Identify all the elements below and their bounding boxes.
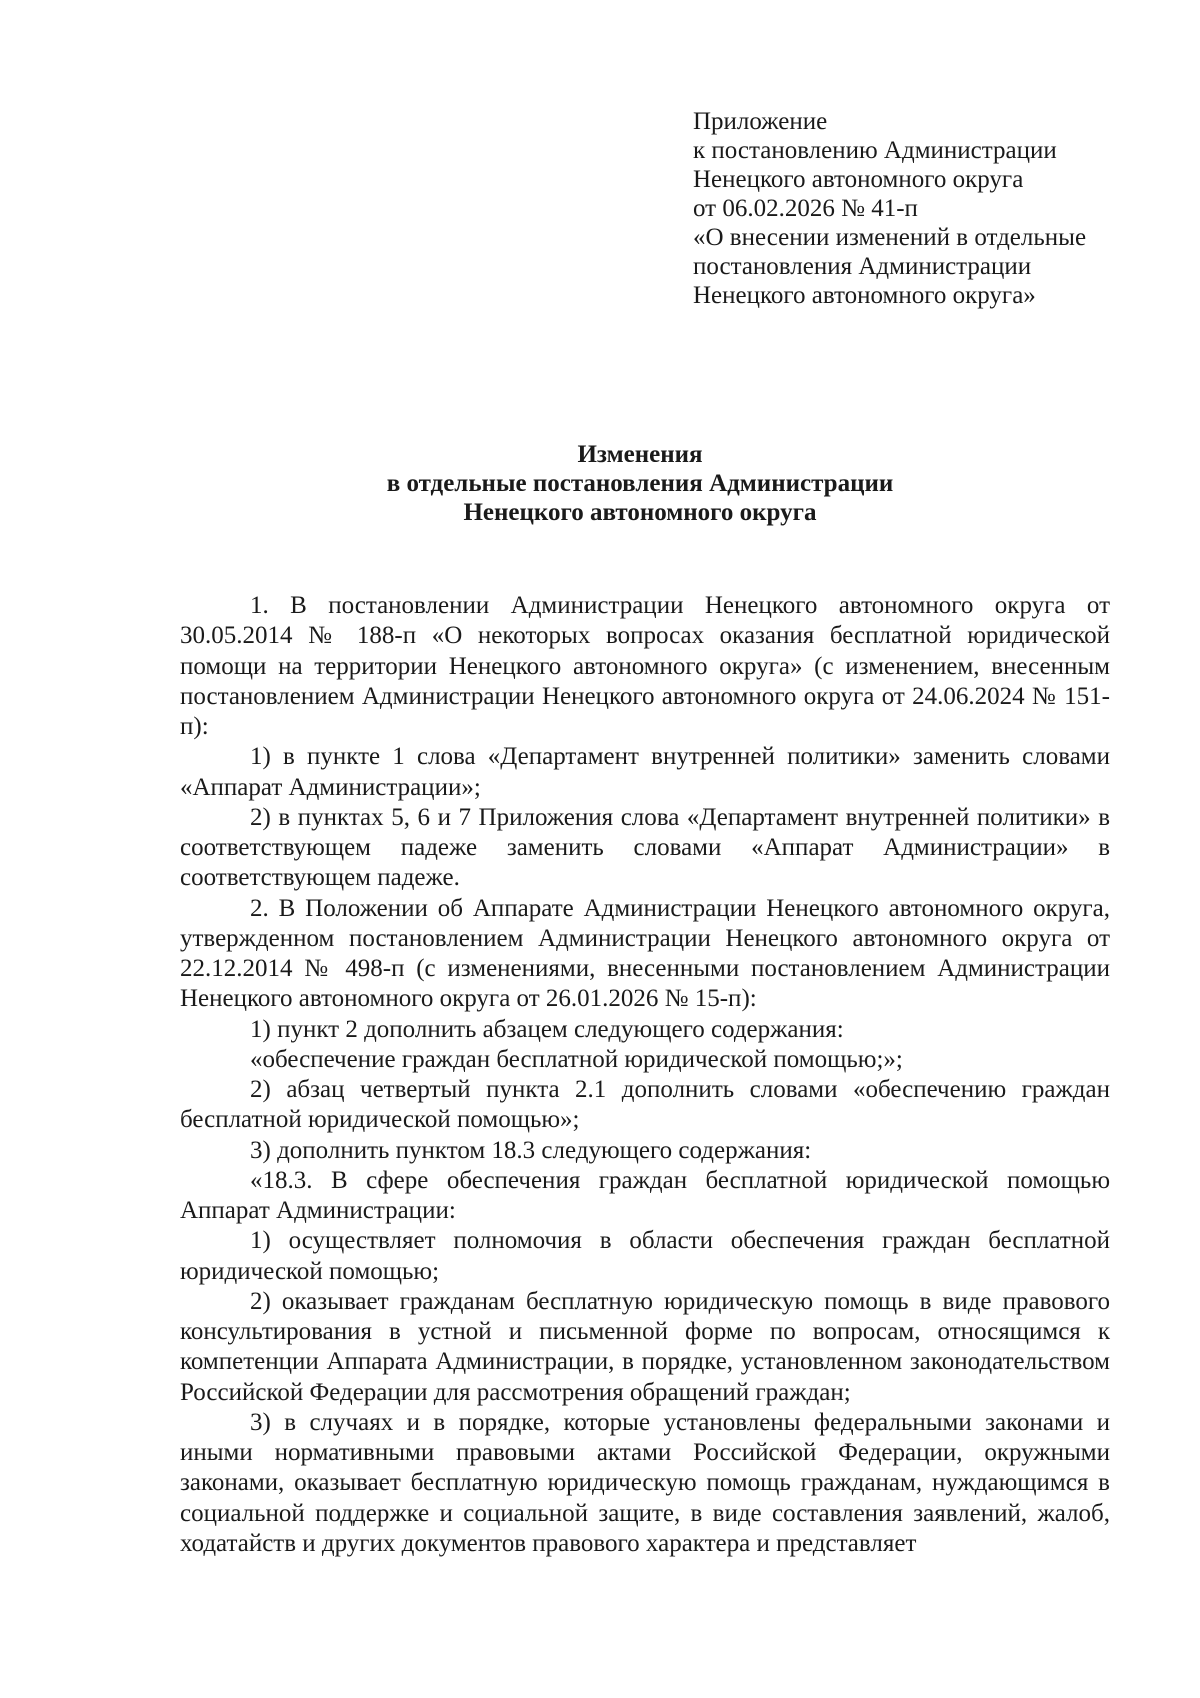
body-paragraph: 1. В постановлении Администрации Ненецкого автономного округа от 30.05.2014 № 188-п «О некоторых вопросах оказания бесплатной юридической помощи на территории Ненецкого автономного округа» (с изменением, внесенным постановлением Администрации Ненецкого автономного округа от 24.06.2024 № 151-п): [180,592,1110,740]
document-title [180,440,1100,527]
appendix-line: «О внесении изменений в отдельные [693,224,1087,251]
body-paragraph: 1) в пункте 1 слова «Департамент внутренней политики» заменить словами «Аппарат Администрации»; [180,743,1110,801]
appendix-header [693,107,1153,310]
appendix-line: к постановлению Администрации [693,137,1057,164]
body-paragraph: 1) осуществляет полномочия в области обеспечения граждан бесплатной юридической помощью; [180,1227,1110,1285]
body-paragraph: 2) оказывает гражданам бесплатную юридическую помощь в виде правового консультирования в устной и письменной форме по вопросам, относящимся к компетенции Аппарата Администрации, в порядке, установленном законодательством Российской Федерации для рассмотрения обращений граждан; [180,1287,1110,1406]
body-paragraph: 2) в пунктах 5, 6 и 7 Приложения слова «Департамент внутренней политики» в соответствующем падеже заменить словами «Аппарат Администрации» в соответствующем падеже. [180,803,1110,892]
body-paragraph: 3) дополнить пунктом 18.3 следующего содержания: [250,1136,812,1164]
body-paragraph: «18.3. В сфере обеспечения граждан бесплатной юридической помощью Аппарат Администрации: [180,1166,1110,1224]
title-line: в отдельные постановления Администрации [386,470,894,497]
title-line: Ненецкого автономного округа [463,499,817,526]
body-paragraph: 2. В Положении об Аппарате Администрации Ненецкого автономного округа, утвержденном постановлением Администрации Ненецкого автономного округа от 22.12.2014 № 498-п (с изменениями, внесенными постановлением Администрации Ненецкого автономного округа от 26.01.2026 № 15-п): [180,894,1110,1013]
body-paragraph: 3) в случаях и в порядке, которые установлены федеральными законами и иными нормативными правовыми актами Российской Федерации, окружными законами, оказывает бесплатную юридическую помощь гражданам, нуждающимся в социальной поддержке и социальной защите, в виде составления заявлений, жалоб, ходатайств и других документов правового характера и представляет [180,1408,1110,1557]
document-body [180,591,1110,1559]
appendix-line: Ненецкого автономного округа» [693,282,1036,309]
appendix-line: Ненецкого автономного округа [693,166,1024,193]
appendix-line: от 06.02.2026 № 41-п [693,195,918,222]
title-line: Изменения [577,441,703,468]
body-paragraph: «обеспечение граждан бесплатной юридической помощью;»; [250,1045,903,1073]
body-paragraph: 1) пункт 2 дополнить абзацем следующего содержания: [250,1015,844,1043]
appendix-line: постановления Администрации [693,253,1032,280]
body-paragraph: 2) абзац четвертый пункта 2.1 дополнить словами «обеспечению граждан бесплатной юридической помощью»; [180,1076,1110,1134]
appendix-line: Приложение [693,108,828,135]
